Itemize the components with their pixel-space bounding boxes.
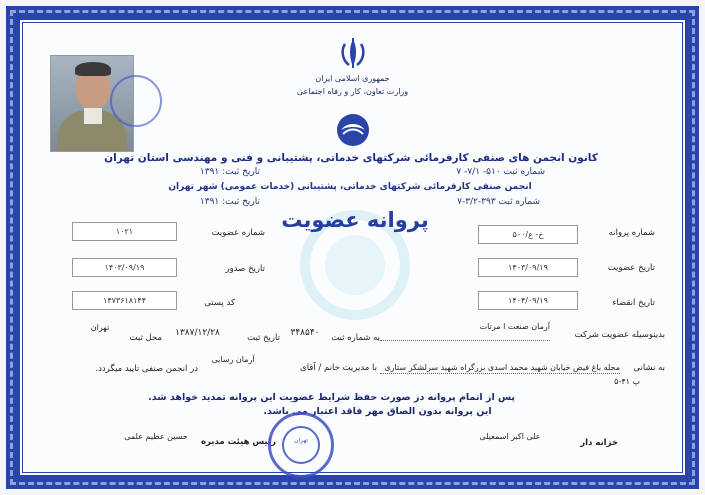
association-name: کانون انجمن های صنفی کارفرمائی شرکتهای خدماتی، پشتیبانی و فنی و مهندسی استان تهران: [104, 152, 598, 164]
reg-no-label: به شماره ثبت: [331, 333, 380, 343]
manager-value: آرمان رسایی: [211, 355, 255, 364]
stamp-text: تهران: [294, 437, 308, 444]
treasurer-name: علی اکبر اسمعیلی: [479, 432, 541, 441]
manager-label: با مدیریت خانم / آقای: [300, 363, 377, 373]
confirm-text: در انجمن صنفی تایید میگردد.: [95, 364, 198, 374]
company-name: آرمان صنعت ا مرتات: [479, 322, 550, 331]
chairman-label: رئیس هیئت مدیره: [201, 437, 276, 447]
issue-date-label: تاریخ صدور: [225, 264, 265, 274]
treasurer-label: خزانه دار: [580, 438, 618, 448]
postal-code-field: ۱۴۷۳۶۱۸۱۴۴: [72, 291, 177, 310]
iran-emblem-icon: [336, 36, 370, 70]
plate-number: پ ۴۱-۵: [614, 377, 640, 386]
postal-code-label: کد پستی: [204, 298, 235, 308]
reg-date-label: تاریخ ثبت: [247, 333, 280, 343]
license-number-field: ۵۰۰/خ- ع: [478, 225, 578, 244]
ministry-text: وزارت تعاون، کار و رفاه اجتماعی: [296, 87, 409, 96]
issue-date-field: ۱۴۰۳/۰۹/۱۹: [72, 258, 177, 277]
sub-association-reg-date: تاریخ ثبت: ۱۳۹۱: [199, 197, 260, 207]
expiry-date-label: تاریخ انقضاء: [612, 298, 655, 308]
reg-date-value: ۱۳۸۷/۱۲/۲۸: [175, 328, 220, 338]
expiry-date-field: ۱۴۰۴/۰۹/۱۹: [478, 291, 578, 310]
republic-text: جمهوری اسلامی ایران: [315, 74, 390, 83]
reg-no-value: ۳۴۸۵۴۰: [290, 328, 320, 338]
association-stamp-inner: [282, 426, 320, 464]
photo-stamp: [110, 75, 162, 127]
stamp-note: این پروانه بدون الصاق مهر فاقد اعتبار می باشد.: [263, 406, 492, 417]
license-number-label: شماره پروانه: [608, 228, 655, 238]
membership-number-label: شماره عضویت: [211, 228, 265, 238]
renewal-note: پس از اتمام پروانه در صورت حفظ شرایط عضویت این پروانه تمدید خواهد شد.: [148, 392, 515, 403]
address-value: محله باغ فیض خیابان شهید محمد اسدی بزرگراه شهید سرلشکر ستاری: [384, 363, 620, 372]
address-label: به نشانی: [633, 363, 665, 373]
membership-date-field: ۱۴۰۳/۰۹/۱۹: [478, 258, 578, 277]
membership-date-label: تاریخ عضویت: [607, 263, 655, 273]
sub-association-reg-number: شماره ثبت ۳۹۳-۳/۲-۷: [457, 197, 540, 207]
place-label: محل ثبت: [129, 333, 162, 343]
association-reg-number: شماره ثبت ۵۱۰- ۷/۱- ۷: [456, 167, 545, 177]
membership-number-field: ۱۰۲۱: [72, 222, 177, 241]
sub-association-name: انجمن صنفی کارفرمائی شرکتهای خدماتی، پشتیبانی (خدمات عمومی) شهر تهران: [168, 182, 532, 192]
place-value: تهران: [90, 323, 110, 332]
ministry-logo-icon: [335, 112, 371, 148]
chairman-name: حسین عظیم علمی: [124, 432, 188, 441]
association-reg-date: تاریخ ثبت: ۱۳۹۱: [199, 167, 260, 177]
membership-prefix: بدینوسیله عضویت شرکت: [574, 330, 665, 340]
certificate-title: پروانه عضویت: [281, 208, 429, 232]
watermark-center: [325, 235, 385, 295]
